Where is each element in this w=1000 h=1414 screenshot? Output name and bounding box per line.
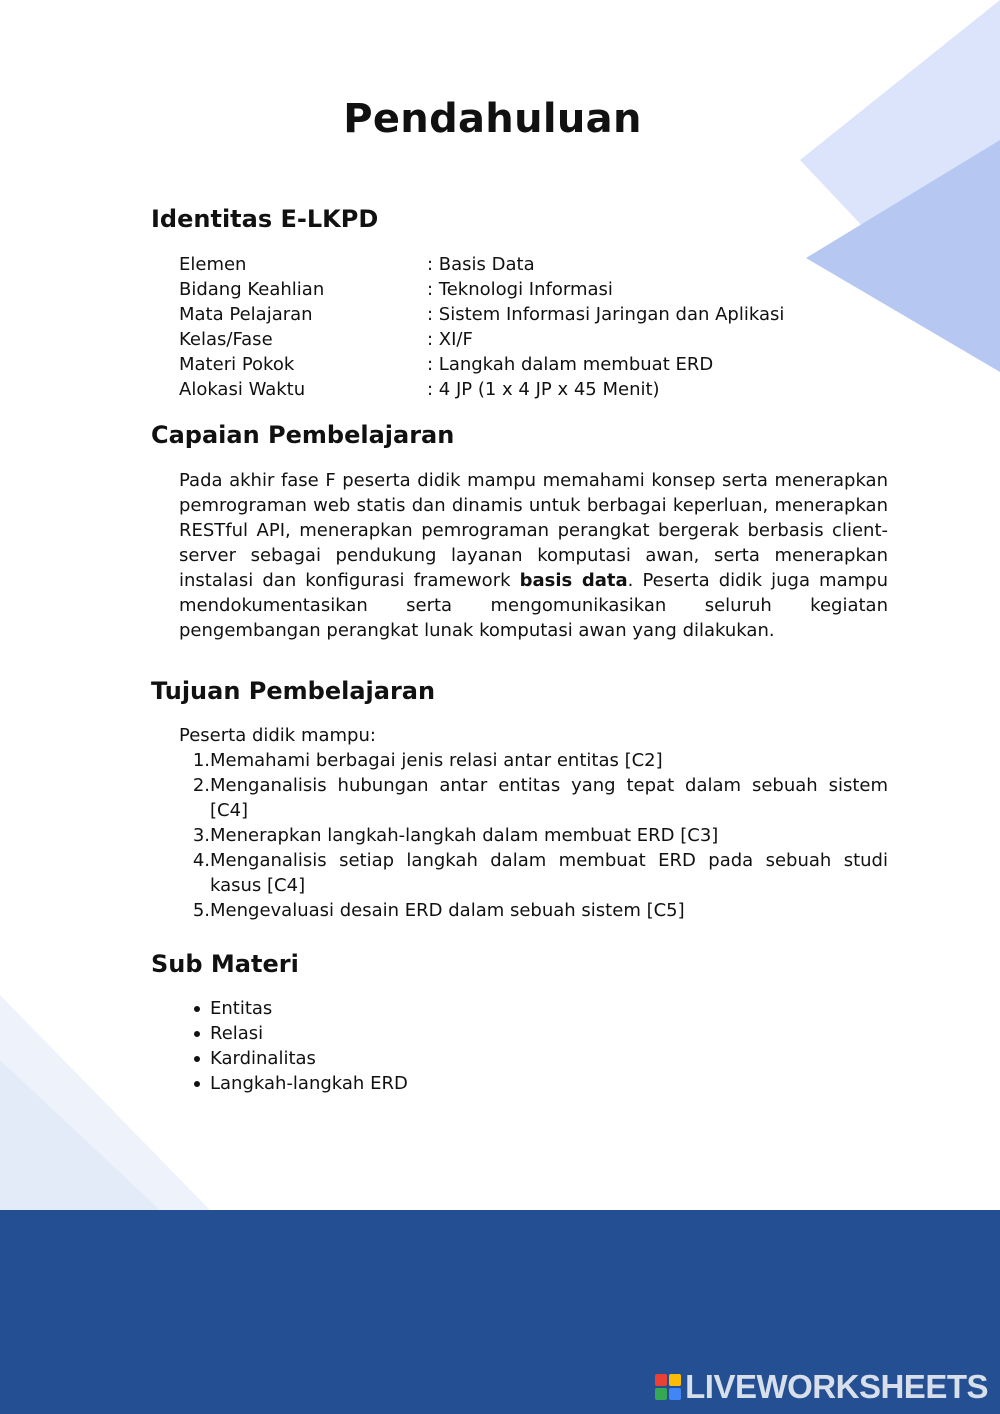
bullet-icon — [179, 1071, 210, 1096]
sub-materi-item — [179, 1021, 408, 1046]
sub-materi-heading: Sub Materi — [151, 950, 299, 978]
bullet-icon — [179, 1021, 210, 1046]
logo-tile — [669, 1388, 681, 1400]
tujuan-item — [179, 748, 888, 773]
tujuan-item — [179, 823, 888, 848]
logo-tile — [655, 1388, 667, 1400]
tujuan-item-number: 1. — [192, 750, 210, 771]
logo-tile — [669, 1374, 681, 1386]
tujuan-heading: Tujuan Pembelajaran — [151, 677, 436, 705]
sub-materi-item-text: Langkah-langkah ERD — [210, 1073, 408, 1094]
tujuan-list — [179, 748, 888, 923]
identitas-value: : Teknologi Informasi — [427, 279, 613, 300]
capaian-text-before: Pada akhir fase F peserta didik mampu memahami konsep serta menerapkan pemrograman web statis dan dinamis untuk berbagai keperluan, menerapkan RESTful API, menerapkan pemrograman perangkat bergerak berbasis client-server sebagai pendukung layanan komputasi awan, serta menerapkan instalasi dan konfigurasi framework — [179, 470, 888, 591]
tujuan-item-number: 3. — [192, 825, 210, 846]
tujuan-item-text: Mengevaluasi desain ERD dalam sebuah sistem [C5] — [210, 900, 685, 921]
sub-materi-item — [179, 1046, 408, 1071]
bullet-icon — [179, 1046, 210, 1071]
identitas-label: Bidang Keahlian — [179, 279, 325, 300]
sub-materi-item — [179, 1071, 408, 1096]
sub-materi-item-text: Kardinalitas — [210, 1048, 316, 1069]
tujuan-item — [179, 898, 888, 923]
identitas-table — [179, 252, 879, 402]
liveworksheets-logo-icon — [655, 1374, 681, 1400]
tujuan-intro: Peserta didik mampu: — [179, 725, 376, 746]
liveworksheets-brand[interactable] — [655, 1368, 988, 1406]
tujuan-item — [179, 773, 888, 823]
identitas-heading: Identitas E-LKPD — [151, 205, 379, 233]
page-title: Pendahuluan — [343, 96, 642, 142]
footer-band — [0, 1210, 1000, 1414]
identitas-label: Elemen — [179, 254, 247, 275]
identitas-label: Mata Pelajaran — [179, 304, 313, 325]
identitas-value: : Langkah dalam membuat ERD — [427, 354, 714, 375]
tujuan-item-number: 5. — [192, 900, 210, 921]
capaian-paragraph — [179, 468, 888, 643]
identitas-row — [179, 327, 879, 352]
identitas-value: : Sistem Informasi Jaringan dan Aplikasi — [427, 304, 785, 325]
identitas-value: : 4 JP (1 x 4 JP x 45 Menit) — [427, 379, 660, 400]
sub-materi-item-text: Entitas — [210, 998, 273, 1019]
brand-text: LIVEWORKSHEETS — [685, 1368, 988, 1405]
capaian-text-after: . Peserta didik juga mampu mendokumentasikan serta mengomunikasikan seluruh kegiatan pengembangan perangkat lunak komputasi awan yang dilakukan. — [179, 570, 888, 641]
tujuan-item-text: Memahami berbagai jenis relasi antar entitas [C2] — [210, 750, 663, 771]
sub-materi-item-text: Relasi — [210, 1023, 264, 1044]
logo-tile — [655, 1374, 667, 1386]
identitas-row — [179, 302, 879, 327]
identitas-row — [179, 277, 879, 302]
sub-materi-item — [179, 996, 408, 1021]
identitas-value: : Basis Data — [427, 254, 535, 275]
bullet-icon — [179, 996, 210, 1021]
tujuan-item-text: Menganalisis setiap langkah dalam membuat ERD pada sebuah studi kasus [C4] — [210, 850, 888, 896]
tujuan-item — [179, 848, 888, 898]
sub-materi-list — [179, 996, 408, 1096]
identitas-value: : XI/F — [427, 329, 473, 350]
identitas-label: Materi Pokok — [179, 354, 295, 375]
tujuan-item-text: Menganalisis hubungan antar entitas yang tepat dalam sebuah sistem [C4] — [210, 775, 888, 821]
identitas-label: Kelas/Fase — [179, 329, 273, 350]
identitas-row — [179, 252, 879, 277]
capaian-heading: Capaian Pembelajaran — [151, 421, 455, 449]
tujuan-item-number: 2. — [192, 775, 210, 796]
identitas-label: Alokasi Waktu — [179, 379, 306, 400]
identitas-row — [179, 377, 879, 402]
identitas-row — [179, 352, 879, 377]
tujuan-item-text: Menerapkan langkah-langkah dalam membuat ERD [C3] — [210, 825, 719, 846]
capaian-text-bold: basis data — [519, 570, 628, 591]
tujuan-item-number: 4. — [192, 850, 210, 871]
